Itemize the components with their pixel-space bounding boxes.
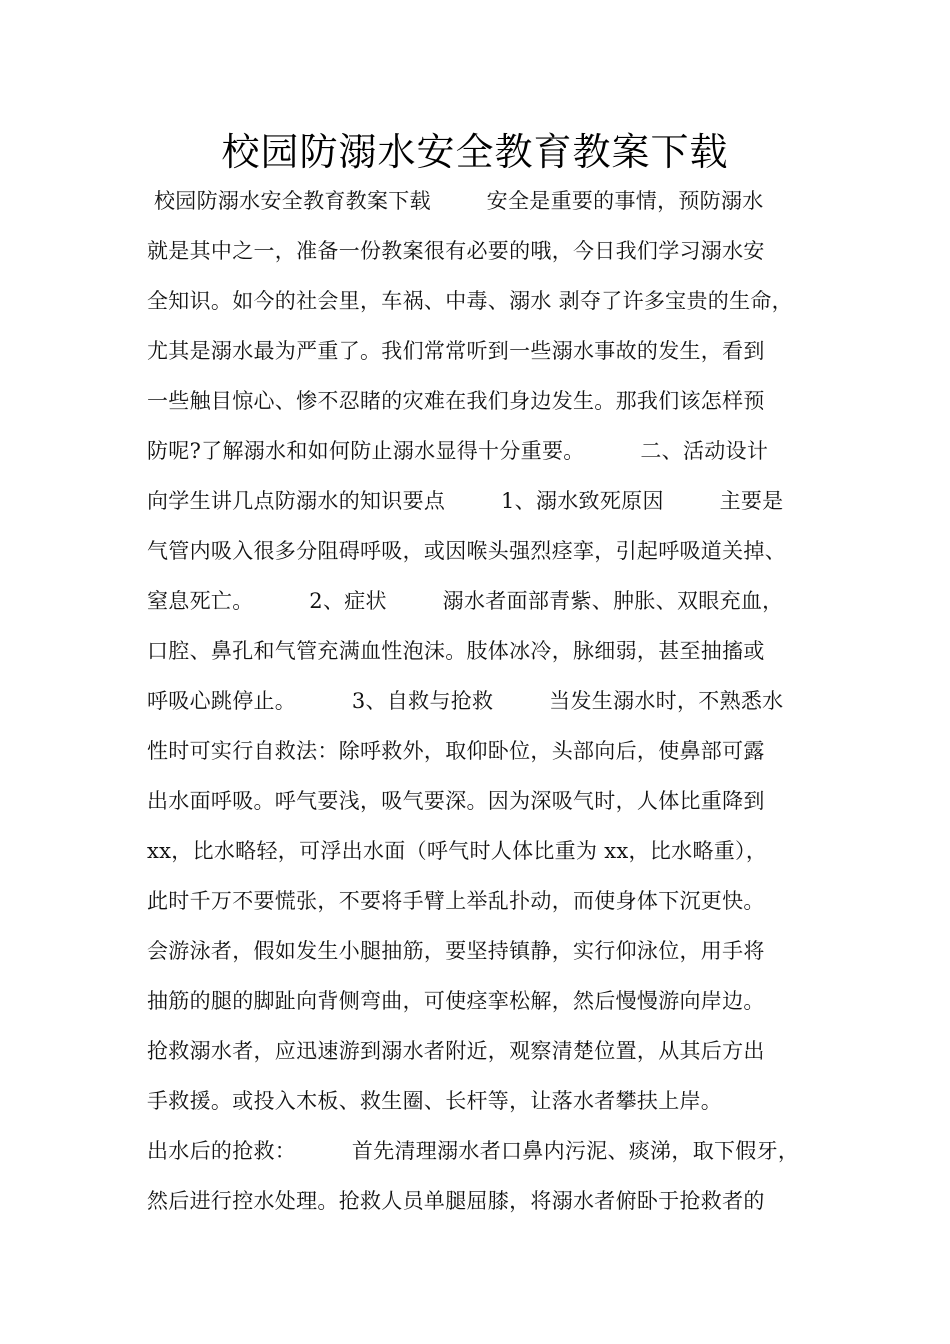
text-line: 性时可实行自救法：除呼救外，取仰卧位，头部向后，使鼻部可露 bbox=[147, 739, 765, 763]
text-line: 校园防溺水安全教育教案下载 安全是重要的事情，预防溺水 bbox=[147, 189, 764, 213]
document-body bbox=[147, 182, 827, 1232]
text-line: 抢救溺水者，应迅速游到溺水者附近，观察清楚位置，从其后方出 bbox=[147, 1039, 765, 1063]
text-line: 然后进行控水处理。抢救人员单腿屈膝，将溺水者俯卧于抢救者的 bbox=[147, 1189, 765, 1213]
text-line: 向学生讲几点防溺水的知识要点 1、溺水致死原因 主要是 bbox=[147, 489, 784, 513]
document-title: 校园防溺水安全教育教案下载 bbox=[221, 130, 729, 174]
text-line: 气管内吸入很多分阻碍呼吸，或因喉头强烈痉挛，引起呼吸道关掉、 bbox=[147, 539, 786, 563]
text-line: 手救援。或投入木板、救生圈、长杆等，让落水者攀扶上岸。 bbox=[147, 1089, 723, 1113]
text-line: 防呢?了解溺水和如何防止溺水显得十分重要。 二、活动设计 bbox=[147, 439, 769, 463]
text-line: 出水面呼吸。呼气要浅，吸气要深。因为深吸气时，人体比重降到 bbox=[147, 789, 765, 813]
text-line: 窒息死亡。 2、症状 溺水者面部青紫、肿胀、双眼充血， bbox=[147, 589, 784, 613]
text-line: 呼吸心跳停止。 3、自救与抢救 当发生溺水时，不熟悉水 bbox=[147, 689, 784, 713]
text-line: 尤其是溺水最为严重了。我们常常听到一些溺水事故的发生，看到 bbox=[147, 339, 765, 363]
text-line: 抽筋的腿的脚趾向背侧弯曲，可使痉挛松解，然后慢慢游向岸边。 bbox=[147, 989, 765, 1013]
text-line: 一些触目惊心、惨不忍睹的灾难在我们身边发生。那我们该怎样预 bbox=[147, 389, 765, 413]
text-line: 口腔、鼻孔和气管充满血性泡沫。肢体冰冷，脉细弱，甚至抽搐或 bbox=[147, 639, 765, 663]
text-line: 全知识。如今的社会里，车祸、中毒、溺水 剥夺了许多宝贵的生命， bbox=[147, 289, 793, 313]
text-line: xx，比水略轻，可浮出水面（呼气时人体比重为 xx，比水略重）， bbox=[147, 839, 768, 863]
text-line: 出水后的抢救： 首先清理溺水者口鼻内污泥、痰涕，取下假牙， bbox=[147, 1139, 800, 1163]
text-line: 会游泳者，假如发生小腿抽筋，要坚持镇静，实行仰泳位，用手将 bbox=[147, 939, 765, 963]
text-line: 就是其中之一，准备一份教案很有必要的哦，今日我们学习溺水安 bbox=[147, 239, 765, 263]
text-line: 此时千万不要慌张，不要将手臂上举乱扑动，而使身体下沉更快。 bbox=[147, 889, 765, 913]
